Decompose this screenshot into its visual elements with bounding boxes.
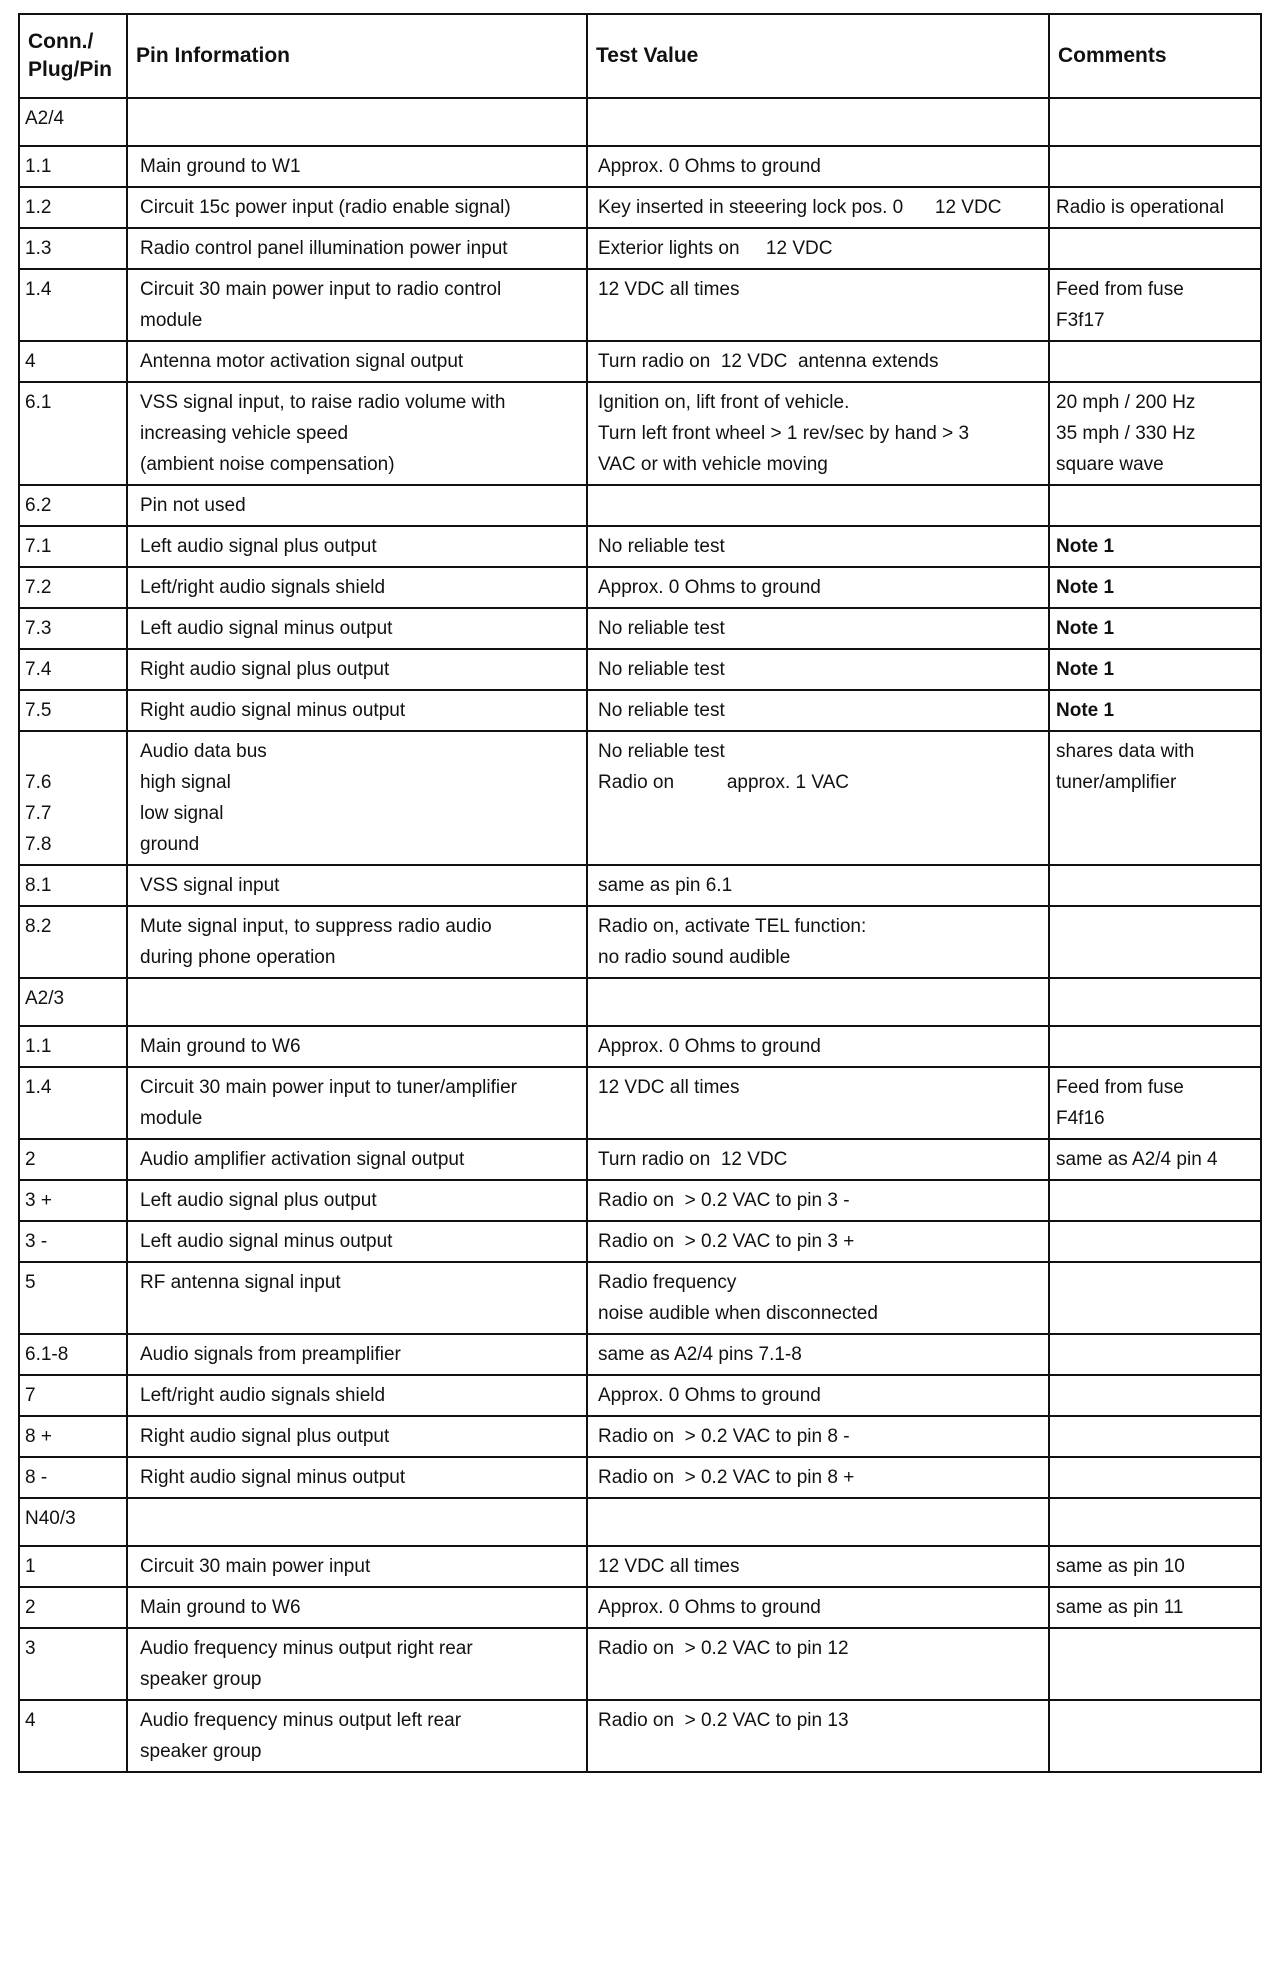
cell-conn-text: 7.4: [25, 659, 52, 680]
cell-test-value: [587, 1334, 1049, 1375]
cell-conn-text: A2/3: [25, 988, 65, 1009]
cell-conn-text: 6.2: [25, 495, 52, 516]
cell-test-value-text: Radio on > 0.2 VAC to pin 3 +: [598, 1231, 855, 1252]
cell-pin-info-text: VSS signal input: [140, 875, 280, 896]
table-row: [19, 485, 1261, 526]
cell-comments: [1049, 1628, 1261, 1700]
cell-comments-text: Note 1: [1056, 700, 1115, 721]
cell-test-value: [587, 1221, 1049, 1262]
cell-test-value: [587, 1026, 1049, 1067]
cell-test-value-text: No reliable test Radio on approx. 1 VAC: [598, 741, 849, 793]
cell-test-value: [587, 341, 1049, 382]
header-conn: Conn./ Plug/Pin: [19, 14, 127, 98]
cell-comments: [1049, 1180, 1261, 1221]
cell-pin-info: [127, 1457, 587, 1498]
cell-conn: [19, 187, 127, 228]
cell-comments-text: Note 1: [1056, 618, 1115, 639]
cell-test-value-text: Turn radio on 12 VDC antenna extends: [598, 351, 939, 372]
cell-conn: [19, 731, 127, 865]
cell-conn-text: 5: [25, 1272, 36, 1293]
cell-pin-info: [127, 1587, 587, 1628]
cell-test-value-text: Approx. 0 Ohms to ground: [598, 156, 821, 177]
cell-conn-text: 1.1: [25, 1036, 52, 1057]
table-row: [19, 567, 1261, 608]
cell-conn: [19, 1700, 127, 1772]
cell-conn: [19, 608, 127, 649]
cell-comments: [1049, 146, 1261, 187]
table-row: [19, 228, 1261, 269]
cell-test-value: [587, 1498, 1049, 1546]
cell-test-value-text: Radio on > 0.2 VAC to pin 12: [598, 1638, 849, 1659]
cell-comments: [1049, 906, 1261, 978]
cell-conn-text: A2/4: [25, 108, 65, 129]
cell-test-value-text: No reliable test: [598, 536, 725, 557]
cell-comments: [1049, 526, 1261, 567]
section-row: [19, 978, 1261, 1026]
cell-pin-info-text: Audio frequency minus output right rear speaker group: [140, 1638, 473, 1690]
cell-pin-info-text: Circuit 30 main power input to radio control module: [140, 279, 502, 331]
cell-conn-text: 7.6 7.7 7.8: [25, 772, 52, 855]
cell-test-value: [587, 1375, 1049, 1416]
cell-comments-text: Note 1: [1056, 536, 1115, 557]
cell-pin-info: [127, 1026, 587, 1067]
cell-conn: [19, 1262, 127, 1334]
cell-pin-info: [127, 187, 587, 228]
table-row: [19, 1221, 1261, 1262]
cell-test-value: [587, 1700, 1049, 1772]
cell-pin-info-text: Right audio signal plus output: [140, 659, 390, 680]
cell-test-value: [587, 978, 1049, 1026]
table-row: [19, 649, 1261, 690]
table-row: [19, 187, 1261, 228]
cell-test-value-text: same as pin 6.1: [598, 875, 733, 896]
cell-conn-text: 8 -: [25, 1467, 48, 1488]
cell-pin-info: [127, 98, 587, 146]
cell-conn-text: 8.1: [25, 875, 52, 896]
cell-test-value: [587, 906, 1049, 978]
cell-test-value: [587, 865, 1049, 906]
cell-conn: [19, 1375, 127, 1416]
cell-conn: [19, 1026, 127, 1067]
cell-comments: [1049, 1700, 1261, 1772]
cell-comments-text: shares data with tuner/amplifier: [1056, 741, 1195, 793]
table-row: [19, 1026, 1261, 1067]
cell-conn-text: 2: [25, 1597, 36, 1618]
cell-comments: [1049, 1221, 1261, 1262]
cell-test-value: [587, 382, 1049, 485]
table-row: [19, 1180, 1261, 1221]
table-body: [19, 98, 1261, 1772]
cell-test-value-text: Approx. 0 Ohms to ground: [598, 1597, 821, 1618]
cell-conn-text: 3: [25, 1638, 36, 1659]
cell-comments: [1049, 567, 1261, 608]
cell-conn: [19, 690, 127, 731]
header-row: [19, 14, 1261, 98]
cell-test-value-text: 12 VDC all times: [598, 1556, 740, 1577]
cell-conn-text: 3 +: [25, 1190, 52, 1211]
cell-pin-info: [127, 608, 587, 649]
cell-comments: [1049, 649, 1261, 690]
cell-conn-text: 2: [25, 1149, 36, 1170]
cell-test-value-text: No reliable test: [598, 618, 725, 639]
cell-pin-info-text: Right audio signal minus output: [140, 1467, 406, 1488]
table-row: [19, 1628, 1261, 1700]
cell-test-value-text: Radio on > 0.2 VAC to pin 8 +: [598, 1467, 855, 1488]
cell-test-value: [587, 1067, 1049, 1139]
cell-conn: [19, 1139, 127, 1180]
cell-pin-info: [127, 228, 587, 269]
cell-test-value-text: 12 VDC all times: [598, 279, 740, 300]
cell-pin-info-text: Left audio signal minus output: [140, 618, 393, 639]
table-row: [19, 269, 1261, 341]
cell-pin-info-text: Circuit 30 main power input to tuner/amplifier module: [140, 1077, 518, 1129]
cell-comments: [1049, 1139, 1261, 1180]
table-row: [19, 146, 1261, 187]
header-comments: Comments: [1049, 14, 1261, 98]
cell-conn-text: 3 -: [25, 1231, 48, 1252]
cell-conn: [19, 906, 127, 978]
table-row: [19, 1067, 1261, 1139]
cell-test-value-text: Radio frequency noise audible when disconnected: [598, 1272, 878, 1324]
cell-comments: [1049, 608, 1261, 649]
cell-conn: [19, 1180, 127, 1221]
table-row: [19, 1416, 1261, 1457]
cell-pin-info-text: Left audio signal plus output: [140, 536, 377, 557]
cell-comments-text: Note 1: [1056, 577, 1115, 598]
cell-conn: [19, 382, 127, 485]
cell-conn: [19, 1546, 127, 1587]
cell-conn: [19, 228, 127, 269]
cell-conn-text: 1.4: [25, 279, 52, 300]
cell-pin-info-text: Left/right audio signals shield: [140, 1385, 386, 1406]
cell-comments: [1049, 485, 1261, 526]
cell-test-value-text: No reliable test: [598, 700, 725, 721]
cell-pin-info-text: Radio control panel illumination power input: [140, 238, 508, 259]
header-info: Pin Information: [127, 14, 587, 98]
cell-pin-info: [127, 382, 587, 485]
cell-pin-info: [127, 1546, 587, 1587]
cell-conn-text: 7.3: [25, 618, 52, 639]
cell-conn-text: 1.1: [25, 156, 52, 177]
cell-conn-text: 7.2: [25, 577, 52, 598]
cell-comments-text: same as pin 10: [1056, 1556, 1185, 1577]
cell-conn: [19, 1416, 127, 1457]
cell-comments: [1049, 98, 1261, 146]
cell-pin-info: [127, 690, 587, 731]
cell-comments: [1049, 269, 1261, 341]
cell-test-value-text: Key inserted in steeering lock pos. 0 12 VDC: [598, 197, 1002, 218]
cell-comments: [1049, 1262, 1261, 1334]
cell-pin-info: [127, 1180, 587, 1221]
cell-test-value: [587, 1139, 1049, 1180]
cell-test-value-text: Exterior lights on 12 VDC: [598, 238, 833, 259]
table-row: [19, 382, 1261, 485]
cell-conn-text: 1.4: [25, 1077, 52, 1098]
cell-test-value: [587, 228, 1049, 269]
cell-pin-info: [127, 865, 587, 906]
table-header: [19, 14, 1261, 98]
cell-pin-info: [127, 1139, 587, 1180]
cell-pin-info: [127, 1067, 587, 1139]
cell-pin-info-text: Right audio signal minus output: [140, 700, 406, 721]
cell-test-value: [587, 1628, 1049, 1700]
cell-test-value: [587, 98, 1049, 146]
cell-test-value-text: Turn radio on 12 VDC: [598, 1149, 788, 1170]
cell-pin-info: [127, 1416, 587, 1457]
table-row: [19, 526, 1261, 567]
cell-pin-info: [127, 1628, 587, 1700]
cell-test-value: [587, 1262, 1049, 1334]
cell-comments: [1049, 341, 1261, 382]
cell-test-value-text: Ignition on, lift front of vehicle. Turn left front wheel > 1 rev/sec by hand > 3 VAC or with vehicle moving: [598, 392, 970, 475]
cell-test-value: [587, 269, 1049, 341]
cell-conn: [19, 98, 127, 146]
cell-comments-text: Feed from fuse F4f16: [1056, 1077, 1184, 1129]
cell-test-value-text: Approx. 0 Ohms to ground: [598, 1385, 821, 1406]
cell-pin-info-text: Left/right audio signals shield: [140, 577, 386, 598]
cell-pin-info-text: Pin not used: [140, 495, 246, 516]
pin-table: [18, 13, 1262, 1773]
cell-comments: [1049, 187, 1261, 228]
table-row: [19, 1700, 1261, 1772]
cell-pin-info-text: Audio signals from preamplifier: [140, 1344, 401, 1365]
table-row: [19, 865, 1261, 906]
cell-comments: [1049, 1498, 1261, 1546]
cell-pin-info: [127, 1334, 587, 1375]
table-row: [19, 1457, 1261, 1498]
cell-comments-text: same as pin 11: [1056, 1597, 1184, 1618]
section-row: [19, 1498, 1261, 1546]
cell-conn: [19, 341, 127, 382]
cell-test-value: [587, 690, 1049, 731]
header-test: Test Value: [587, 14, 1049, 98]
cell-conn-text: 1.2: [25, 197, 52, 218]
cell-conn-text: 7: [25, 1385, 36, 1406]
cell-pin-info: [127, 526, 587, 567]
cell-test-value-text: Radio on > 0.2 VAC to pin 3 -: [598, 1190, 850, 1211]
cell-pin-info: [127, 567, 587, 608]
cell-pin-info-text: Audio data bus high signal low signal ground: [140, 741, 267, 855]
cell-comments: [1049, 865, 1261, 906]
cell-conn: [19, 1587, 127, 1628]
cell-pin-info-text: Main ground to W6: [140, 1036, 301, 1057]
cell-conn-text: 1.3: [25, 238, 52, 259]
cell-pin-info: [127, 978, 587, 1026]
cell-conn-text: 1: [25, 1556, 36, 1577]
cell-test-value: [587, 146, 1049, 187]
cell-comments: [1049, 731, 1261, 865]
cell-conn-text: 4: [25, 1710, 36, 1731]
cell-comments: [1049, 228, 1261, 269]
cell-pin-info: [127, 269, 587, 341]
cell-pin-info-text: Circuit 30 main power input: [140, 1556, 371, 1577]
cell-test-value: [587, 649, 1049, 690]
cell-conn-text: N40/3: [25, 1508, 76, 1529]
cell-conn: [19, 1334, 127, 1375]
cell-test-value: [587, 1546, 1049, 1587]
cell-conn: [19, 1067, 127, 1139]
cell-pin-info: [127, 649, 587, 690]
cell-test-value: [587, 1180, 1049, 1221]
cell-pin-info-text: Circuit 15c power input (radio enable signal): [140, 197, 511, 218]
cell-conn: [19, 567, 127, 608]
table-row: [19, 906, 1261, 978]
cell-conn-text: 4: [25, 351, 36, 372]
cell-pin-info-text: VSS signal input, to raise radio volume with increasing vehicle speed (ambient noise compensation): [140, 392, 506, 475]
table-row: [19, 1375, 1261, 1416]
table-row: [19, 1262, 1261, 1334]
cell-test-value: [587, 526, 1049, 567]
cell-conn: [19, 526, 127, 567]
cell-comments-text: Feed from fuse F3f17: [1056, 279, 1184, 331]
cell-test-value-text: same as A2/4 pins 7.1-8: [598, 1344, 802, 1365]
cell-pin-info-text: Audio frequency minus output left rear speaker group: [140, 1710, 462, 1762]
cell-pin-info: [127, 906, 587, 978]
cell-conn-text: 6.1: [25, 392, 52, 413]
cell-pin-info: [127, 146, 587, 187]
table-row: [19, 690, 1261, 731]
cell-comments-text: 20 mph / 200 Hz 35 mph / 330 Hz square wave: [1056, 392, 1196, 475]
table-row: [19, 1546, 1261, 1587]
cell-pin-info-text: Left audio signal minus output: [140, 1231, 393, 1252]
cell-comments: [1049, 978, 1261, 1026]
cell-pin-info: [127, 1262, 587, 1334]
cell-test-value: [587, 1457, 1049, 1498]
cell-conn-text: 8.2: [25, 916, 52, 937]
cell-conn: [19, 1457, 127, 1498]
cell-conn: [19, 1498, 127, 1546]
cell-test-value-text: Radio on, activate TEL function: no radio sound audible: [598, 916, 867, 968]
cell-test-value: [587, 187, 1049, 228]
cell-conn: [19, 1628, 127, 1700]
cell-comments: [1049, 1587, 1261, 1628]
cell-conn-text: 7.1: [25, 536, 52, 557]
table-row: [19, 1334, 1261, 1375]
cell-test-value: [587, 731, 1049, 865]
cell-test-value: [587, 485, 1049, 526]
cell-pin-info-text: Audio amplifier activation signal output: [140, 1149, 465, 1170]
cell-conn-text: 6.1-8: [25, 1344, 69, 1365]
cell-conn-text: 8 +: [25, 1426, 52, 1447]
cell-pin-info-text: Left audio signal plus output: [140, 1190, 377, 1211]
cell-pin-info: [127, 485, 587, 526]
cell-comments: [1049, 1546, 1261, 1587]
cell-pin-info-text: Antenna motor activation signal output: [140, 351, 464, 372]
table-row: [19, 1587, 1261, 1628]
cell-conn-text: 7.5: [25, 700, 52, 721]
cell-comments: [1049, 1416, 1261, 1457]
cell-test-value: [587, 608, 1049, 649]
cell-test-value-text: Approx. 0 Ohms to ground: [598, 577, 821, 598]
cell-comments: [1049, 1457, 1261, 1498]
cell-pin-info: [127, 341, 587, 382]
table-row: [19, 1139, 1261, 1180]
cell-conn: [19, 865, 127, 906]
cell-comments: [1049, 382, 1261, 485]
cell-pin-info: [127, 1375, 587, 1416]
cell-comments: [1049, 690, 1261, 731]
cell-pin-info: [127, 731, 587, 865]
cell-comments: [1049, 1375, 1261, 1416]
cell-test-value-text: No reliable test: [598, 659, 725, 680]
cell-test-value-text: Approx. 0 Ohms to ground: [598, 1036, 821, 1057]
cell-test-value-text: Radio on > 0.2 VAC to pin 8 -: [598, 1426, 850, 1447]
section-row: [19, 98, 1261, 146]
cell-conn: [19, 649, 127, 690]
cell-test-value: [587, 1587, 1049, 1628]
cell-conn: [19, 1221, 127, 1262]
table-row: [19, 341, 1261, 382]
cell-pin-info-text: RF antenna signal input: [140, 1272, 341, 1293]
cell-pin-info-text: Mute signal input, to suppress radio audio during phone operation: [140, 916, 492, 968]
cell-test-value-text: 12 VDC all times: [598, 1077, 740, 1098]
cell-pin-info-text: Main ground to W1: [140, 156, 301, 177]
cell-test-value: [587, 1416, 1049, 1457]
cell-pin-info-text: Main ground to W6: [140, 1597, 301, 1618]
cell-conn: [19, 978, 127, 1026]
cell-conn: [19, 269, 127, 341]
cell-test-value-text: Radio on > 0.2 VAC to pin 13: [598, 1710, 849, 1731]
cell-pin-info-text: Right audio signal plus output: [140, 1426, 390, 1447]
cell-pin-info: [127, 1700, 587, 1772]
cell-conn: [19, 485, 127, 526]
cell-comments: [1049, 1334, 1261, 1375]
cell-conn: [19, 146, 127, 187]
cell-comments-text: same as A2/4 pin 4: [1056, 1149, 1218, 1170]
cell-comments-text: Note 1: [1056, 659, 1115, 680]
table-row: [19, 608, 1261, 649]
cell-comments: [1049, 1067, 1261, 1139]
table-row: [19, 731, 1261, 865]
cell-test-value: [587, 567, 1049, 608]
cell-comments: [1049, 1026, 1261, 1067]
cell-pin-info: [127, 1498, 587, 1546]
cell-pin-info: [127, 1221, 587, 1262]
cell-comments-text: Radio is operational: [1056, 197, 1224, 218]
